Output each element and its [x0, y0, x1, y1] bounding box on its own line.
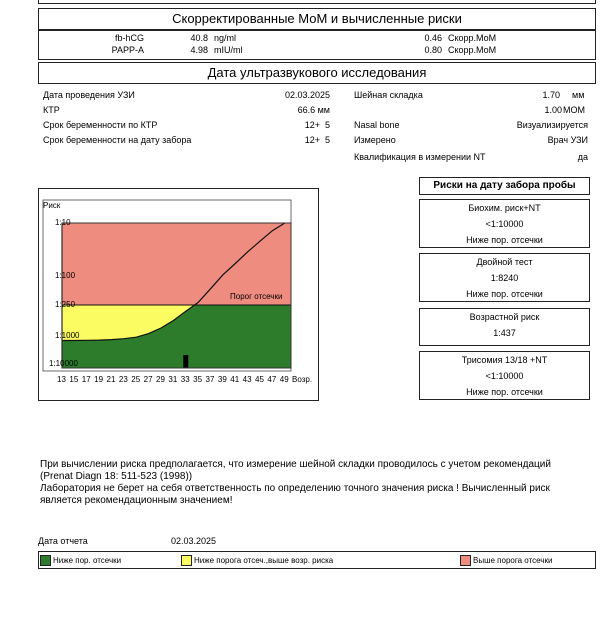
y-tick-label: 1:10000: [49, 359, 78, 368]
x-tick-label: 21: [106, 375, 116, 384]
risk-box: [419, 253, 590, 302]
legend-label: Выше порога отсечки: [473, 556, 553, 565]
y-tick-label: 1:100: [55, 271, 76, 280]
x-tick-label: 45: [255, 375, 264, 384]
x-tick-label: 35: [193, 375, 203, 384]
risk-note: Ниже пор. отсечки: [466, 289, 543, 299]
report-date: 02.03.2025: [171, 536, 217, 546]
us-label: Измерено: [354, 135, 396, 145]
risk-note: Ниже пор. отсечки: [466, 235, 543, 245]
marker-mom: 0.46: [424, 33, 442, 43]
us-label: Срок беременности на дату забора: [43, 135, 192, 145]
marker-mom-label: Скорр.МоМ: [448, 45, 497, 55]
risk-note: Ниже пор. отсечки: [466, 387, 543, 397]
us-value: 12+ 5: [304, 120, 330, 130]
us-label: КТР: [43, 105, 60, 115]
marker-value: 4.98: [190, 45, 208, 55]
disclaimer-line: является рекомендационным значением!: [40, 495, 233, 506]
us-value: да: [577, 152, 588, 162]
risk-chart-frame: [38, 188, 319, 401]
us-unit: мм: [572, 90, 585, 100]
risk-value: 1:437: [493, 328, 516, 338]
x-tick-label: 27: [143, 375, 153, 384]
x-tick-label: 47: [267, 375, 277, 384]
y-axis-label: Риск: [43, 201, 61, 210]
mom-row: [0, 45, 600, 57]
x-tick-label: 25: [131, 375, 141, 384]
us-value: 66.6 мм: [297, 105, 330, 115]
us-label: Nasal bone: [354, 120, 400, 130]
risk-box: [419, 308, 590, 346]
us-label: Дата проведения УЗИ: [43, 90, 135, 100]
us-value: 12+ 5: [304, 135, 330, 145]
mom-row: [0, 33, 600, 45]
legend-label: Ниже пор. отсечки: [53, 556, 122, 565]
x-tick-label: 41: [230, 375, 240, 384]
x-tick-label: 17: [81, 375, 91, 384]
risk-name: Двойной тест: [476, 257, 533, 267]
us-value: 1.00: [544, 105, 562, 115]
x-tick-label: 43: [242, 375, 252, 384]
us-value: 02.03.2025: [284, 90, 330, 100]
report-date-label: Дата отчета: [38, 536, 88, 546]
us-label: Шейная складка: [354, 90, 423, 100]
disclaimer-line: При вычислении риска предполагается, что измерение шейной складки проводилось с учетом рекомендаций: [40, 459, 551, 470]
y-tick-label: 1:250: [55, 300, 76, 309]
us-value: Визуализируется: [516, 120, 588, 130]
risks-title: Риски на дату забора пробы: [433, 180, 576, 191]
marker-mom: 0.80: [424, 45, 442, 55]
legend-swatch: [181, 555, 192, 566]
x-tick-label: 19: [94, 375, 104, 384]
risk-value: 1:8240: [490, 273, 519, 283]
x-tick-label: 29: [156, 375, 165, 384]
x-tick-label: 15: [69, 375, 79, 384]
marker-name: fb-hCG: [114, 33, 144, 43]
marker-value: 40.8: [190, 33, 208, 43]
x-axis-label: Возр.: [292, 375, 313, 384]
mom-title: Скорректированные МоМ и вычисленные риски: [172, 11, 462, 26]
risk-box: [419, 351, 590, 400]
legend-swatch: [460, 555, 471, 566]
x-tick-label: 37: [205, 375, 215, 384]
risks-title-box: [419, 177, 590, 195]
disclaimer-line: (Prenat Diagn 18: 511-523 (1998)): [40, 471, 193, 482]
risk-name: Биохим. риск+NT: [468, 203, 541, 213]
us-value: 1.70: [542, 90, 560, 100]
risk-value: <1:10000: [485, 371, 524, 381]
x-tick-label: 39: [217, 375, 227, 384]
x-tick-label: 33: [180, 375, 190, 384]
marker-unit: ng/ml: [214, 33, 237, 43]
us-unit: МОМ: [563, 105, 585, 115]
legend: [38, 551, 596, 569]
legend-swatch: [40, 555, 51, 566]
patient-age-marker: [183, 355, 188, 368]
disclaimer-line: Лаборатория не берет на себя ответственность по определению точного значения риска ! Вычисленный риск: [40, 483, 550, 494]
us-label: Квалификация в измерении NT: [354, 152, 486, 162]
marker-unit: mIU/ml: [214, 45, 243, 55]
marker-name: PAPP-A: [111, 45, 144, 55]
top-frame-edge: [38, 0, 596, 4]
risk-name: Возрастной риск: [469, 312, 540, 322]
cutoff-label: Порог отсечки: [230, 292, 283, 301]
risk-value: <1:10000: [485, 219, 524, 229]
us-value: Врач УЗИ: [547, 135, 588, 145]
x-tick-label: 13: [57, 375, 66, 384]
risk-name: Трисомия 13/18 +NT: [461, 355, 548, 365]
legend-label: Ниже порога отсеч.,выше возр. риска: [194, 556, 334, 565]
y-tick-label: 1:10: [55, 218, 71, 227]
risk-box: [419, 199, 590, 248]
us-title: Дата ультразвукового исследования: [207, 65, 427, 80]
x-tick-label: 49: [279, 375, 289, 384]
disclaimer: [40, 459, 596, 507]
x-tick-label: 31: [168, 375, 178, 384]
y-tick-label: 1:1000: [55, 331, 80, 340]
marker-mom-label: Скорр.МоМ: [448, 33, 497, 43]
x-tick-label: 23: [118, 375, 128, 384]
us-label: Срок беременности по КТР: [43, 120, 158, 130]
